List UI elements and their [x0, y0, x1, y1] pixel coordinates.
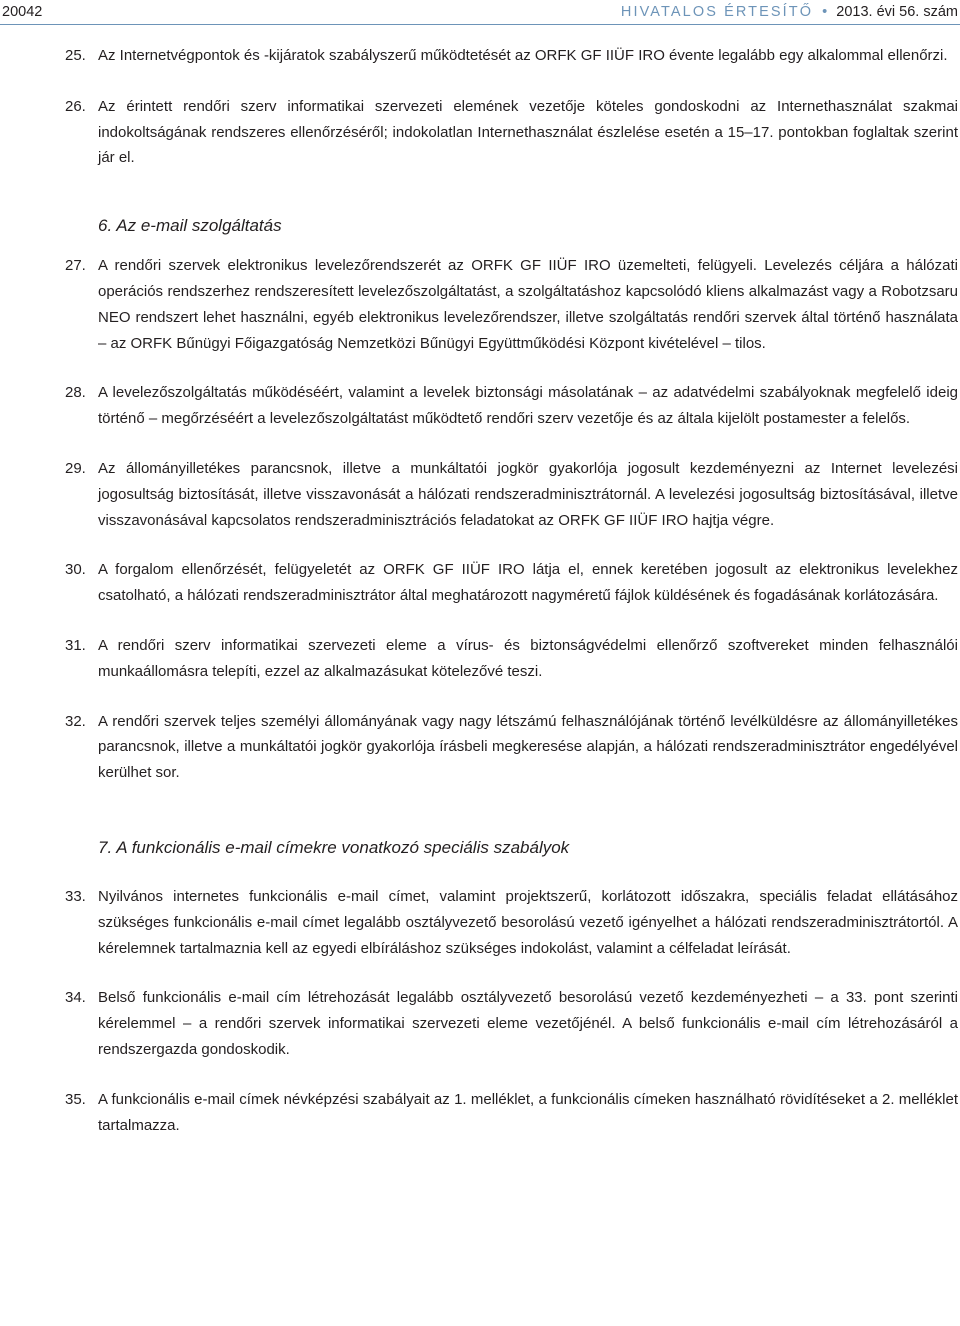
- block-33: [65, 884, 958, 961]
- block-32: [65, 709, 958, 786]
- issue-number: 2013. évi 56. szám: [836, 4, 958, 20]
- item-text: Belső funkcionális e-mail cím létrehozását legalább osztályvezető besorolású vezető kezdeményezheti – a 33. pont szerinti kérelemmel – a rendőri szervek informatikai szervezeti eleme vezetőjénél. A belső funkcionális e-mail cím létrehozásáról a rendszergazda gondoskodik.: [98, 989, 958, 1058]
- document-body: [65, 43, 958, 1138]
- item-text: A forgalom ellenőrzését, felügyeletét az ORFK GF IIÜF IRO látja el, ennek keretében jogosult az elektronikus levelekhez csatolható, a hálózati rendszeradminisztrátor által meghatározott nagyméretű fájlok küldésének és fogadásának korlátozására.: [98, 561, 958, 605]
- page-header: [0, 0, 960, 24]
- bullet-separator: •: [822, 4, 828, 20]
- block-26: [65, 94, 958, 171]
- item-text: A rendőri szervek elektronikus levelezőrendszerét az ORFK GF IIÜF IRO üzemelteti, felügyeli. Levelezés céljára a hálózati operációs rendszerhez rendszeresített levelezőszolgáltatást, a szolgáltatáshoz kapcsolódó kliens alkalmazást vagy a Robotzsaru NEO rendszert lehet használni, egyéb elektronikus levelezőrendszer, illetve szolgáltatás rendőri szervek által történő használata – az ORFK Bűnügyi Főigazgatóság Nemzetközi Bűnügyi Együttműködési Központ kivételével – tilos.: [98, 257, 958, 352]
- item-number: 28.: [65, 384, 86, 402]
- block-28: [65, 380, 958, 432]
- journal-name: HIVATALOS ÉRTESÍTŐ: [620, 4, 814, 20]
- block-27: [65, 253, 958, 356]
- item-number: 30.: [65, 561, 86, 579]
- item-number: 31.: [65, 636, 86, 654]
- item-number: 34.: [65, 989, 86, 1007]
- item-number: 26.: [65, 97, 86, 115]
- item-number: 35.: [65, 1090, 86, 1108]
- item-text: Az Internetvégpontok és -kijáratok szabályszerű működtetését az ORFK GF IIÜF IRO évente legalább egy alkalommal ellenőrzi.: [98, 47, 948, 64]
- item-number: 33.: [65, 887, 86, 905]
- block-31: [65, 633, 958, 685]
- item-text: A levelezőszolgáltatás működéséért, valamint a levelek biztonsági másolatának – az adatvédelmi szabályoknak megfelelő ideig történő – megőrzéséért a levelezőszolgáltatást működtető rendőri szerv vezetője és az általa kijelölt postamester a felelős.: [98, 384, 958, 428]
- item-text: Az állományilletékes parancsnok, illetve a munkáltatói jogkör gyakorlója jogosult kezdeményezni az Internet levelezési jogosultság biztosítását, illetve visszavonását a hálózati rendszeradminisztrátornál. A levelezési jogosultság biztosításával, illetve visszavonásával kapcsolatos rendszeradminisztrációs feladatokat az ORFK GF IIÜF IRO hajtja végre.: [98, 459, 958, 529]
- item-number: 27.: [65, 257, 86, 275]
- block-30: [65, 557, 958, 609]
- item-number: 25.: [65, 47, 86, 64]
- item-text: Az érintett rendőri szerv informatikai szervezeti elemének vezetője köteles gondoskodni az Internethasználat szakmai indokoltságának rendszeres ellenőrzéséről; indokolatlan Internethasználat észlelése esetén a 15–17. pontokban foglaltak szerint jár el.: [98, 97, 958, 167]
- item-number: 29.: [65, 459, 86, 477]
- journal-title: [621, 4, 958, 20]
- page-number: 20042: [2, 4, 43, 20]
- section-heading-6: 6. Az e-mail szolgáltatás: [98, 216, 282, 236]
- item-text: A funkcionális e-mail címek névképzési szabályait az 1. melléklet, a funkcionális címeken használható rövidítéseket a 2. melléklet tartalmazza.: [98, 1090, 958, 1134]
- block-35: [65, 1087, 958, 1139]
- header-rule: [0, 24, 960, 25]
- item-text: A rendőri szervek teljes személyi állományának vagy nagy létszámú felhasználójának történő levélküldésre az állományilletékes parancsnok, illetve a munkáltatói jogkör gyakorlója írásbeli megkeresése alapján, a hálózati rendszeradminisztrátor engedélyével kerülhet sor.: [98, 712, 958, 782]
- block-34: [65, 985, 958, 1062]
- item-number: 32.: [65, 712, 86, 730]
- block-29: [65, 456, 958, 533]
- item-text: A rendőri szerv informatikai szervezeti eleme a vírus- és biztonságvédelmi ellenőrző szoftvereket minden felhasználói munkaállomásra telepíti, ezzel az alkalmazásukat kötelezővé teszi.: [98, 636, 958, 680]
- block-25: [65, 43, 958, 69]
- item-text: Nyilvános internetes funkcionális e-mail címet, valamint projektszerű, korlátozott időszakra, speciális feladat ellátásához szükséges funkcionális e-mail címet legalább osztályvezető besorolású vezető igényelhet a hálózati rendszeradminisztrátortól. A kérelemnek tartalmaznia kell az egyedi elbíráláshoz szükséges indokolást, valamint a célfeladat leírását.: [98, 887, 958, 957]
- section-heading-7: 7. A funkcionális e-mail címekre vonatkozó speciális szabályok: [98, 837, 570, 857]
